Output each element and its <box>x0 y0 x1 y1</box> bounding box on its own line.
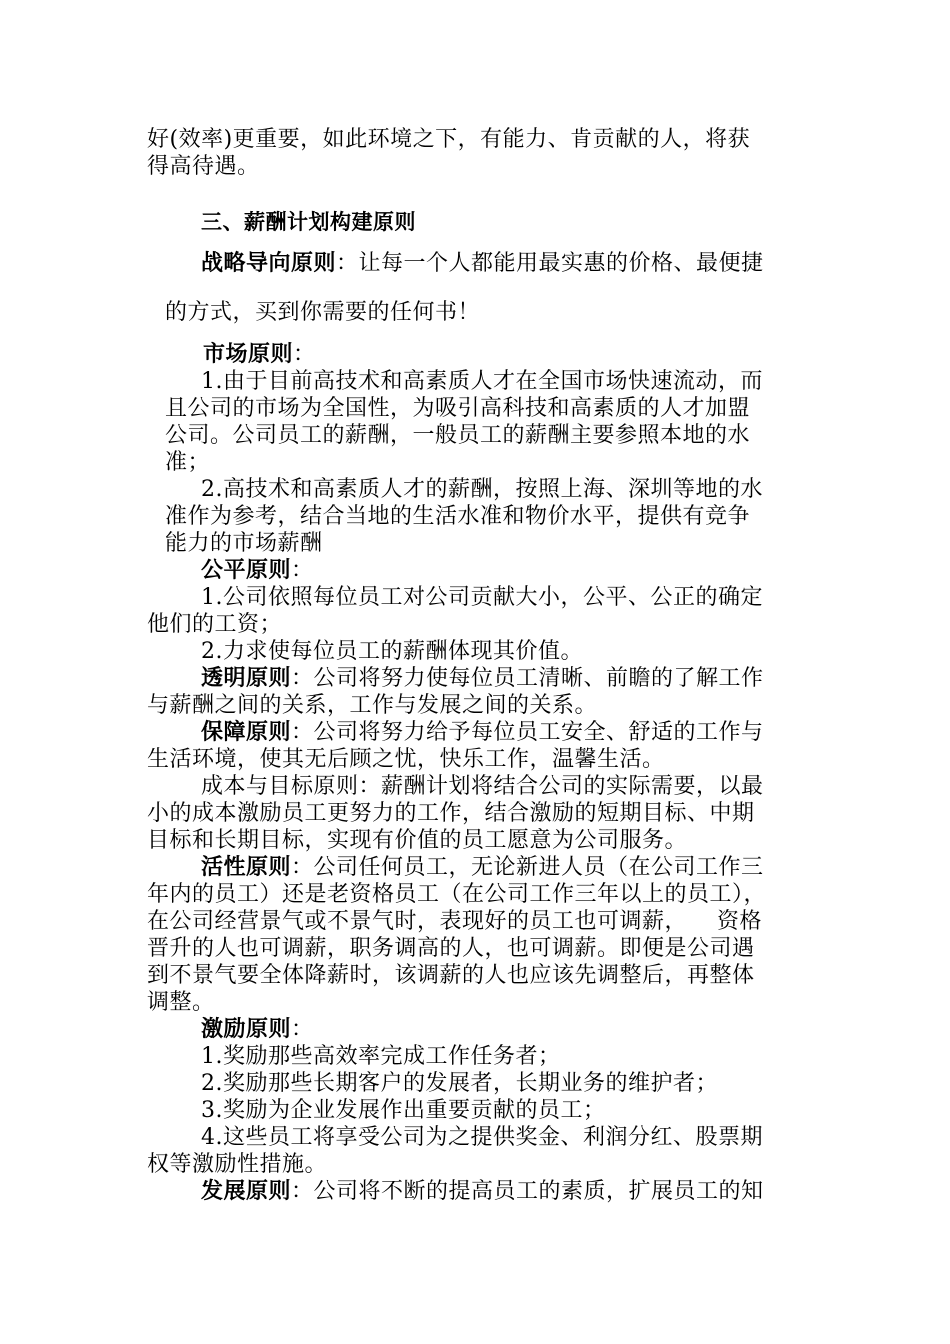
fairness-p1-line1: 1.公司依照每位员工对公司贡献大小，公平、公正的确定 <box>201 585 763 610</box>
market-p2-line3: 能力的市场薪酬 <box>165 531 323 556</box>
incentive-item-2: 2.奖励那些长期客户的发展者，长期业务的维护者； <box>201 1071 718 1096</box>
flexibility-text-6: 调整。 <box>147 990 215 1015</box>
cost-goal-line1: 成本与目标原则：薪酬计划将结合公司的实际需要，以最 <box>201 774 764 799</box>
incentive-item-4-line2: 权等激励性措施。 <box>147 1152 328 1177</box>
transparency-label: 透明原则 <box>201 666 292 691</box>
fairness-label: 公平原则 <box>201 558 292 583</box>
incentive-item-1: 1.奖励那些高效率完成工作任务者； <box>201 1044 561 1069</box>
security-text-2: 生活环境，使其无后顾之忧，快乐工作，温馨生活。 <box>147 747 665 772</box>
intro-line-1: 好(效率)更重要，如此环境之下，有能力、肯贡献的人，将获 <box>147 127 751 152</box>
incentive-heading <box>201 1017 314 1043</box>
security-text-1: ：公司将努力给予每位员工安全、舒适的工作与 <box>291 720 764 745</box>
development-label: 发展原则 <box>201 1179 292 1204</box>
strategy-label: 战略导向原则 <box>201 251 337 276</box>
incentive-item-4-line1: 4.这些员工将享受公司为之提供奖金、利润分红、股票期 <box>201 1125 763 1150</box>
strategy-text-1: ：让每一个人都能用最实惠的价格、最便捷 <box>336 251 764 276</box>
market-colon: ： <box>293 342 316 367</box>
flexibility-text-4: 晋升的人也可调薪，职务调高的人，也可调薪。即便是公司遇 <box>147 936 755 961</box>
flexibility-text-3: 在公司经营景气或不景气时，表现好的员工也可调薪， 资格 <box>147 909 762 934</box>
fairness-colon: ： <box>291 558 314 583</box>
transparency-text-2: 与薪酬之间的关系，工作与发展之间的关系。 <box>147 693 598 718</box>
cost-goal-line3: 目标和长期目标，实现有价值的员工愿意为公司服务。 <box>147 828 688 853</box>
flexibility-text-5: 到不景气要全体降薪时，该调薪的人也应该先调整后，再整体 <box>147 963 755 988</box>
fairness-p2-line1: 2.力求使每位员工的薪酬体现其价值。 <box>201 639 583 664</box>
fairness-heading <box>201 558 314 584</box>
market-heading <box>203 342 316 368</box>
incentive-item-3: 3.奖励为企业发展作出重要贡献的员工； <box>201 1098 606 1123</box>
security-paragraph <box>201 720 764 746</box>
incentive-label: 激励原则 <box>201 1017 292 1042</box>
strategy-paragraph <box>201 251 764 277</box>
fairness-p1-line2: 他们的工资； <box>147 612 283 637</box>
transparency-paragraph <box>201 666 764 692</box>
security-label: 保障原则 <box>201 720 292 745</box>
market-p2-line1: 2.高技术和高素质人才的薪酬，按照上海、深圳等地的水 <box>201 477 763 502</box>
flexibility-label: 活性原则 <box>201 855 292 880</box>
flexibility-text-2: 年内的员工）还是老资格员工（在公司工作三年以上的员工）， <box>147 882 767 907</box>
section-heading: 三、薪酬计划构建原则 <box>201 210 416 234</box>
transparency-text-1: ：公司将努力使每位员工清晰、前瞻的了解工作 <box>291 666 764 691</box>
market-p1-line2: 且公司的市场为全国性，为吸引高科技和高素质的人才加盟 <box>165 396 751 421</box>
market-p1-line1: 1.由于目前高技术和高素质人才在全国市场快速流动，而 <box>201 369 763 394</box>
cost-goal-line2: 小的成本激励员工更努力的工作，结合激励的短期目标、中期 <box>147 801 755 826</box>
market-p2-line2: 准作为参考，结合当地的生活水准和物价水平，提供有竞争 <box>165 504 751 529</box>
intro-line-2: 得高待遇。 <box>147 154 260 179</box>
flexibility-paragraph <box>201 855 764 881</box>
flexibility-text-1: ：公司任何员工，无论新进人员（在公司工作三 <box>291 855 764 880</box>
incentive-colon: ： <box>291 1017 314 1042</box>
market-label: 市场原则 <box>203 342 294 367</box>
market-p1-line4: 准； <box>165 450 211 475</box>
market-p1-line3: 公司。公司员工的薪酬，一般员工的薪酬主要参照本地的水 <box>165 423 751 448</box>
strategy-text-2: 的方式，买到你需要的任何书！ <box>165 300 481 325</box>
development-paragraph <box>201 1179 764 1205</box>
development-text-1: ：公司将不断的提高员工的素质，扩展员工的知 <box>291 1179 764 1204</box>
